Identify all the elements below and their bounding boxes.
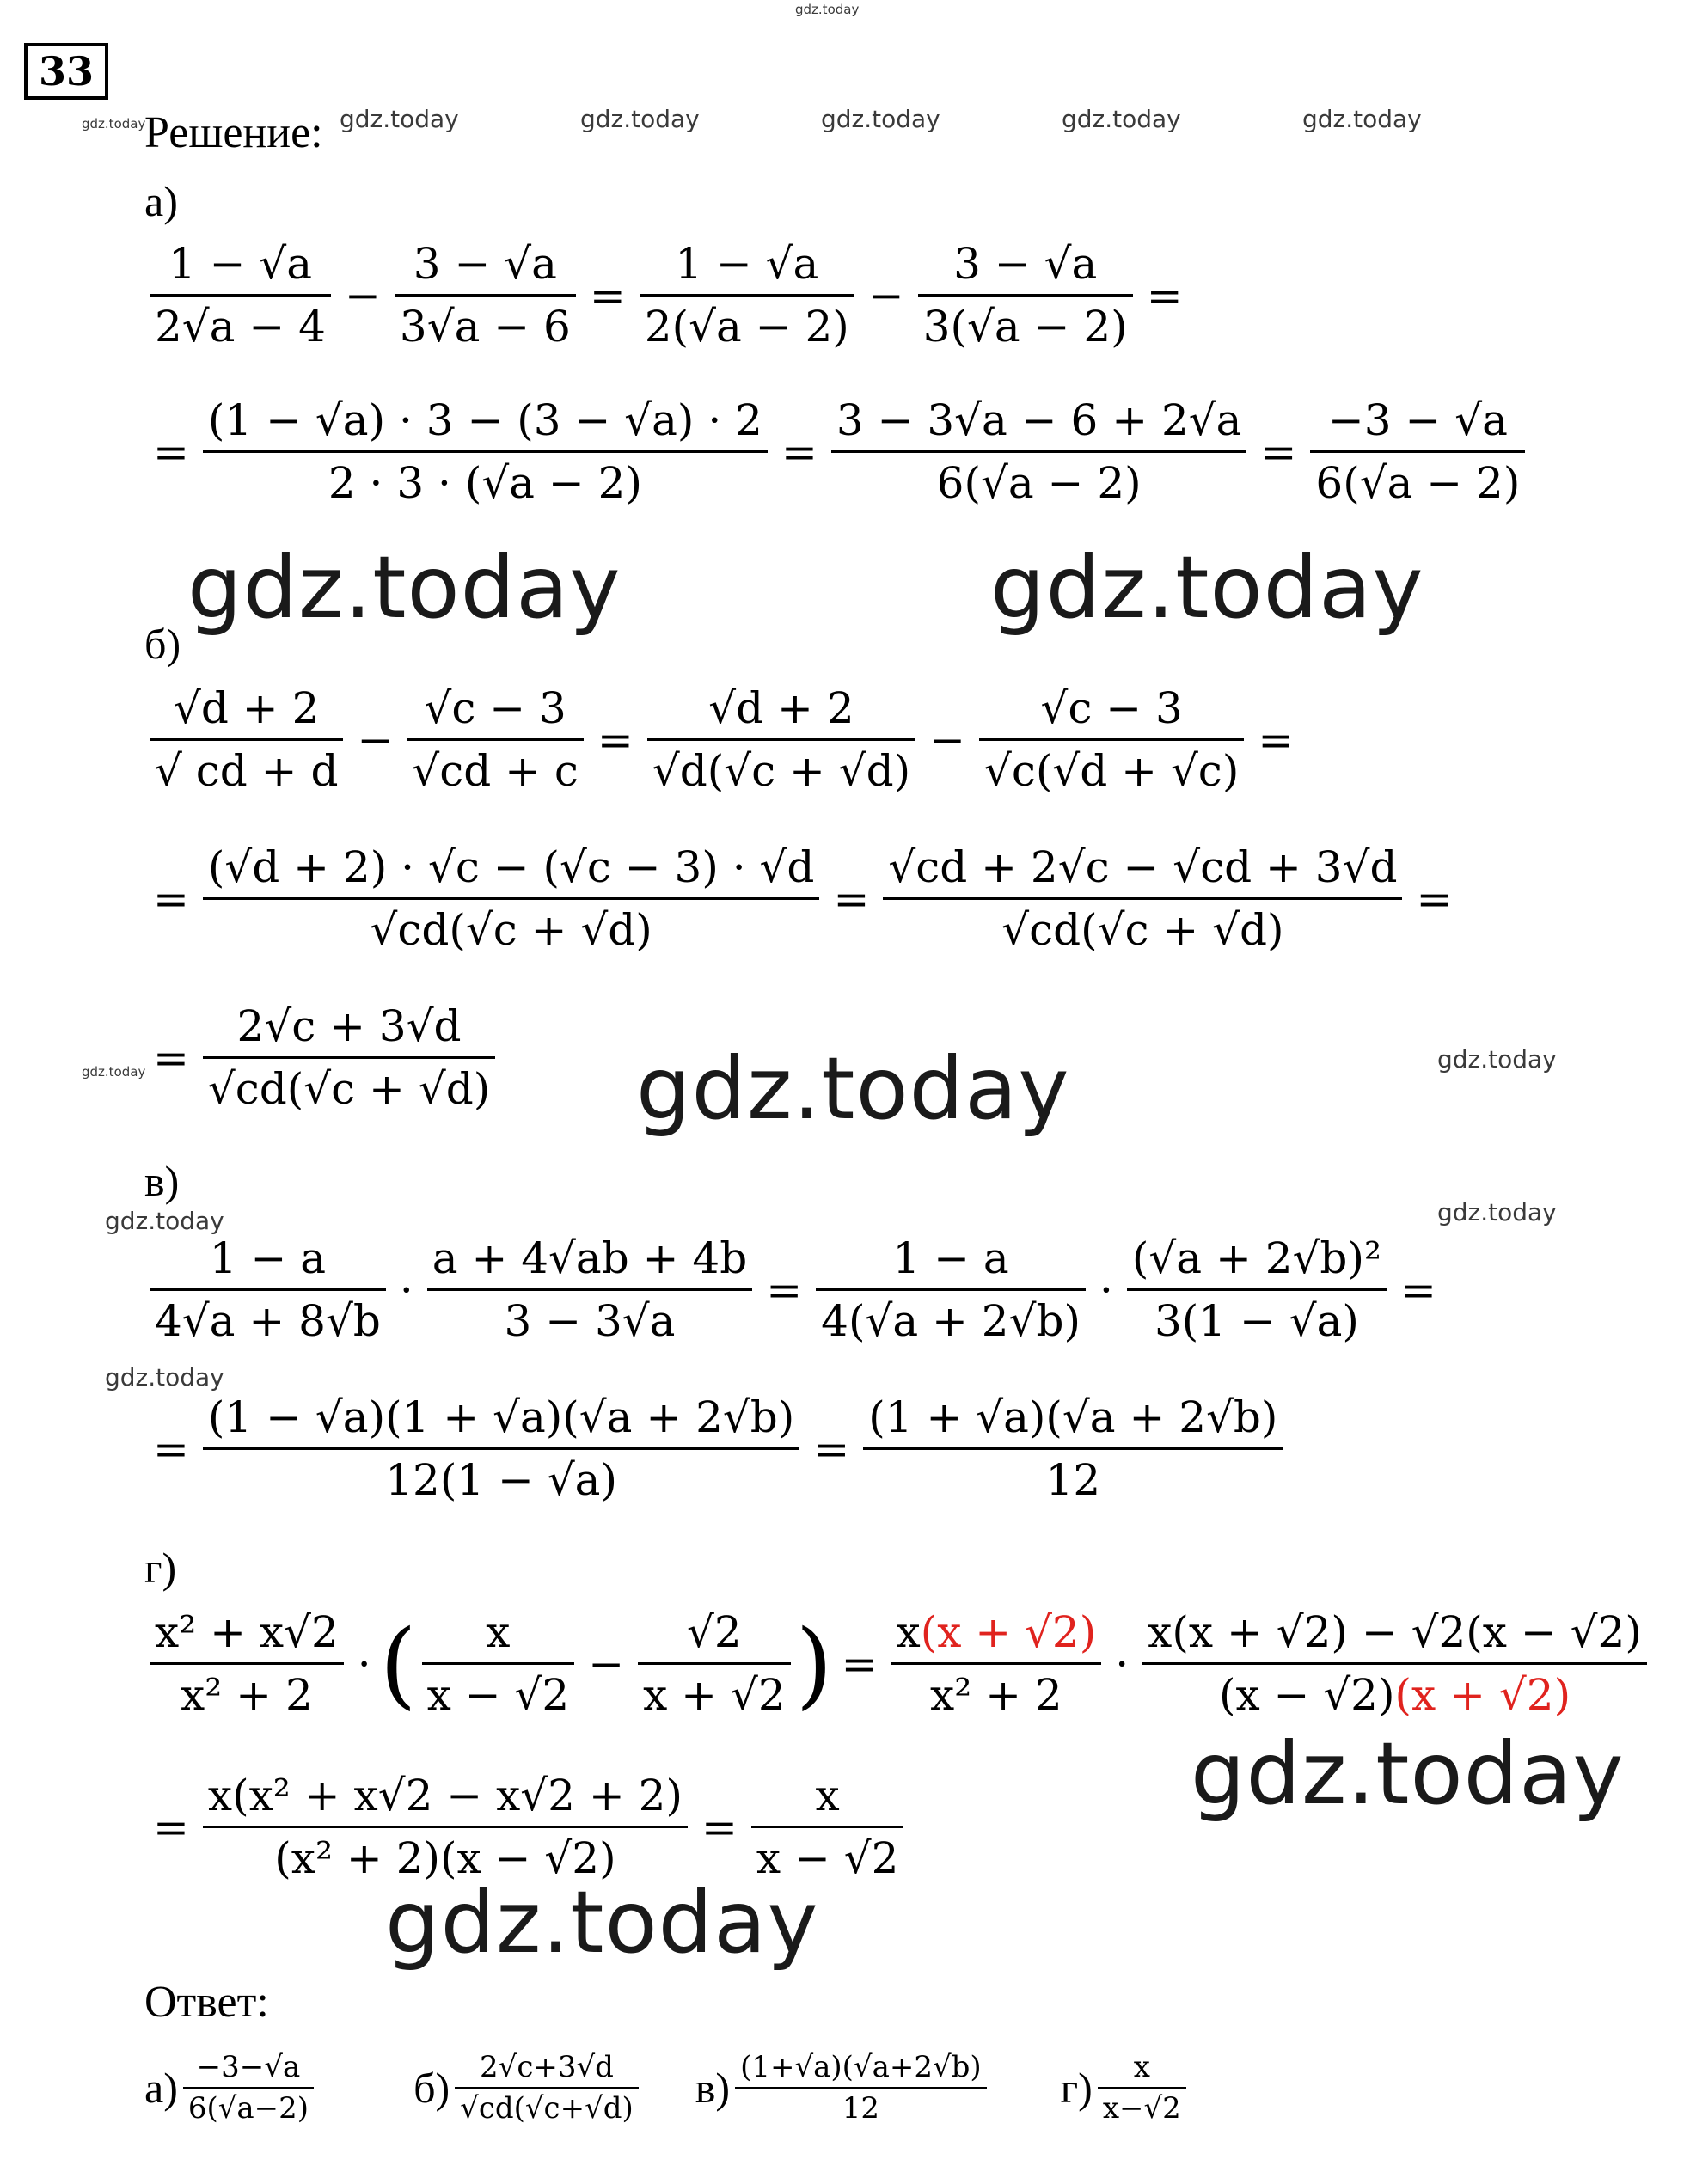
numerator: 2√c + 3√d <box>236 1001 462 1051</box>
fraction-bar <box>150 1662 344 1665</box>
watermark-right: gdz.today <box>1437 1045 1557 1074</box>
watermark-large: gdz.today <box>385 1872 819 1973</box>
fraction <box>203 842 820 955</box>
denominator: 6(√a−2) <box>187 2091 309 2126</box>
fraction <box>918 239 1133 352</box>
fraction-bar <box>640 294 854 297</box>
numerator: (√a + 2√b)² <box>1131 1233 1381 1283</box>
operator: = <box>833 873 870 924</box>
numerator: −3 − √a <box>1327 395 1508 445</box>
denominator: 12(1 − √a) <box>385 1455 618 1505</box>
watermark-row: gdz.today <box>580 105 700 133</box>
fraction <box>427 1233 752 1346</box>
operator: − <box>867 270 904 321</box>
numerator-part: x <box>896 1607 921 1657</box>
watermark-small: gdz.today <box>82 1064 146 1080</box>
problem-number: 33 <box>24 43 108 100</box>
fraction-bar <box>883 897 1402 900</box>
denominator: √ cd + d <box>155 746 339 796</box>
part-v-label: в) <box>144 1157 180 1205</box>
denominator <box>1214 1670 1576 1720</box>
denominator: 2√a − 4 <box>155 302 326 352</box>
part-b-line3 <box>144 1001 500 1114</box>
numerator: √cd + 2√c − √cd + 3√d <box>888 842 1398 892</box>
fraction <box>883 842 1402 955</box>
numerator: x² + x√2 <box>155 1607 339 1657</box>
fraction <box>203 395 768 508</box>
answer-fraction <box>183 2050 314 2126</box>
denominator: 6(√a − 2) <box>1315 458 1521 508</box>
operator: · <box>357 1638 371 1689</box>
watermark-row: gdz.today <box>1302 105 1422 133</box>
answer-row <box>144 2050 1191 2126</box>
numerator: 1 − √a <box>168 239 313 289</box>
denominator: 12 <box>1045 1455 1101 1505</box>
fraction <box>150 1607 344 1720</box>
numerator: √d + 2 <box>174 683 320 733</box>
fraction-bar <box>203 897 820 900</box>
fraction <box>203 1392 799 1505</box>
watermark-small: gdz.today <box>82 116 146 132</box>
watermark-row: gdz.today <box>821 105 940 133</box>
operator: · <box>1115 1638 1130 1689</box>
numerator: √c − 3 <box>1040 683 1183 733</box>
answer-label: г) <box>1060 2064 1093 2112</box>
watermark-right: gdz.today <box>1437 1198 1557 1227</box>
operator: = <box>1260 426 1297 477</box>
fraction-bar <box>918 294 1133 297</box>
answer-label: б) <box>413 2064 450 2112</box>
watermark-left: gdz.today <box>105 1363 224 1392</box>
fraction <box>831 395 1247 508</box>
fraction <box>638 1607 791 1720</box>
part-b-line1 <box>144 683 1302 796</box>
watermark-large: gdz.today <box>1191 1723 1625 1824</box>
fraction <box>1310 395 1525 508</box>
fraction <box>647 683 915 796</box>
fraction-bar <box>203 1447 799 1450</box>
fraction-bar <box>816 1288 1086 1291</box>
fraction-bar <box>427 1288 752 1291</box>
part-a-line1 <box>144 239 1191 352</box>
fraction <box>640 239 854 352</box>
numerator: 1 − a <box>209 1233 327 1283</box>
solution-heading: Решение: <box>144 108 323 157</box>
denominator: √d(√c + √d) <box>652 746 911 796</box>
fraction-bar <box>1098 2087 1186 2089</box>
numerator: 2√c+3√d <box>480 2050 614 2084</box>
part-v-line1 <box>144 1233 1445 1346</box>
fraction <box>863 1392 1283 1505</box>
watermark-large: gdz.today <box>990 537 1424 638</box>
numerator: −3−√a <box>196 2050 301 2084</box>
watermark-large: gdz.today <box>636 1038 1070 1139</box>
fraction-bar <box>1142 1662 1647 1665</box>
fraction <box>407 683 584 796</box>
operator: = <box>1416 873 1453 924</box>
fraction-bar <box>831 450 1247 453</box>
fraction <box>1127 1233 1387 1346</box>
operator: = <box>766 1264 803 1315</box>
fraction <box>395 239 576 352</box>
denominator: 3 − 3√a <box>504 1296 676 1346</box>
watermark-top: gdz.today <box>795 2 860 17</box>
fraction <box>422 1607 575 1720</box>
numerator: (1 + √a)(√a + 2√b) <box>868 1392 1278 1442</box>
part-g-label: г) <box>144 1544 177 1592</box>
fraction-bar <box>203 1826 688 1828</box>
numerator: 1 − √a <box>675 239 819 289</box>
numerator: x <box>815 1771 840 1820</box>
numerator: 3 − 3√a − 6 + 2√a <box>836 395 1242 445</box>
numerator: 3 − √a <box>953 239 1098 289</box>
operator: = <box>1146 270 1183 321</box>
denominator: 2(√a − 2) <box>644 302 849 352</box>
operator: = <box>153 1802 189 1852</box>
numerator: (1 − √a) · 3 − (3 − √a) · 2 <box>207 395 762 445</box>
fraction <box>751 1771 904 1883</box>
denominator-part: (x − √2) <box>1218 1670 1395 1720</box>
denominator: √c(√d + √c) <box>984 746 1240 796</box>
numerator <box>891 1607 1101 1657</box>
denominator: 4√a + 8√b <box>155 1296 381 1346</box>
denominator: x + √2 <box>643 1670 786 1720</box>
operator: = <box>1258 714 1295 765</box>
numerator: x(x² + x√2 − x√2 + 2) <box>207 1771 683 1820</box>
operator: − <box>588 1638 625 1689</box>
fraction <box>150 683 343 796</box>
fraction <box>1142 1607 1647 1720</box>
fraction-bar <box>203 1056 495 1059</box>
operator: = <box>597 714 634 765</box>
operator: = <box>841 1638 878 1689</box>
denominator: x² + 2 <box>930 1670 1062 1720</box>
numerator: √c − 3 <box>424 683 566 733</box>
denominator: √cd(√c + √d) <box>370 905 652 955</box>
part-a-line2 <box>144 395 1530 508</box>
denominator: 3(1 − √a) <box>1154 1296 1359 1346</box>
denominator: 2 · 3 · (√a − 2) <box>328 458 642 508</box>
operator: = <box>813 1423 850 1474</box>
fraction <box>150 239 331 352</box>
numerator: √2 <box>687 1607 742 1657</box>
fraction <box>203 1001 495 1114</box>
fraction-bar <box>150 294 331 297</box>
denominator: √cd(√c + √d) <box>207 1064 491 1114</box>
fraction-bar <box>407 738 584 741</box>
fraction-bar <box>638 1662 791 1665</box>
denominator: √cd(√c + √d) <box>1001 905 1284 955</box>
fraction <box>891 1607 1101 1720</box>
numerator: x <box>1133 2050 1150 2084</box>
fraction-bar <box>891 1662 1101 1665</box>
highlighted-factor: (x + √2) <box>920 1607 1097 1657</box>
fraction-bar <box>647 738 915 741</box>
fraction <box>979 683 1244 796</box>
numerator: (1+√a)(√a+2√b) <box>740 2050 982 2084</box>
answer-heading: Ответ: <box>144 1978 269 2027</box>
fraction-bar <box>751 1826 904 1828</box>
fraction <box>150 1233 386 1346</box>
fraction-bar <box>395 294 576 297</box>
right-paren: ) <box>795 1608 833 1719</box>
fraction-bar <box>1127 1288 1387 1291</box>
fraction-bar <box>150 1288 386 1291</box>
operator: = <box>781 426 818 477</box>
part-g-line1 <box>144 1607 1652 1720</box>
fraction-bar <box>183 2087 314 2089</box>
operator: − <box>929 714 966 765</box>
operator: = <box>153 1032 189 1083</box>
denominator: x − √2 <box>756 1833 899 1883</box>
watermark-large: gdz.today <box>187 537 622 638</box>
numerator: (1 − √a)(1 + √a)(√a + 2√b) <box>207 1392 795 1442</box>
fraction-bar <box>455 2087 639 2089</box>
operator: · <box>1099 1264 1113 1315</box>
operator: − <box>357 714 394 765</box>
left-paren: ( <box>379 1608 417 1719</box>
part-g-line2 <box>144 1771 909 1883</box>
watermark-row: gdz.today <box>1062 105 1181 133</box>
part-b-label: б) <box>144 620 181 668</box>
part-a-label: а) <box>144 177 178 225</box>
denominator: x² + 2 <box>181 1670 313 1720</box>
numerator: √d + 2 <box>708 683 854 733</box>
part-v-line2 <box>144 1392 1288 1505</box>
fraction-bar <box>1310 450 1525 453</box>
part-b-line2 <box>144 842 1460 955</box>
fraction <box>816 1233 1086 1346</box>
numerator: a + 4√ab + 4b <box>432 1233 748 1283</box>
watermark-left: gdz.today <box>105 1207 224 1235</box>
denominator: 3(√a − 2) <box>922 302 1128 352</box>
denominator: √cd(√c+√d) <box>460 2091 634 2126</box>
numerator: x <box>486 1607 511 1657</box>
watermark-row: gdz.today <box>340 105 459 133</box>
denominator: 6(√a − 2) <box>936 458 1142 508</box>
denominator: x−√2 <box>1102 2091 1181 2126</box>
fraction-bar <box>735 2087 987 2089</box>
operator: = <box>153 426 189 477</box>
operator: · <box>399 1264 413 1315</box>
highlighted-factor: (x + √2) <box>1394 1670 1571 1720</box>
answer-fraction <box>455 2050 639 2126</box>
numerator: 1 − a <box>892 1233 1009 1283</box>
denominator: 12 <box>842 2091 879 2126</box>
fraction-bar <box>863 1447 1283 1450</box>
fraction-bar <box>979 738 1244 741</box>
denominator: x − √2 <box>426 1670 570 1720</box>
fraction-bar <box>422 1662 575 1665</box>
fraction <box>203 1771 688 1883</box>
numerator: x(x + √2) − √2(x − √2) <box>1148 1607 1642 1657</box>
answer-label: в) <box>695 2064 731 2112</box>
denominator: (x² + 2)(x − √2) <box>274 1833 616 1883</box>
answer-fraction <box>735 2050 987 2126</box>
numerator: 3 − √a <box>413 239 557 289</box>
operator: − <box>344 270 381 321</box>
operator: = <box>153 873 189 924</box>
denominator: 3√a − 6 <box>399 302 571 352</box>
operator: = <box>589 270 626 321</box>
fraction-bar <box>203 450 768 453</box>
operator: = <box>701 1802 738 1852</box>
fraction-bar <box>150 738 343 741</box>
answer-fraction <box>1098 2050 1186 2126</box>
answer-label: а) <box>144 2064 178 2112</box>
numerator: (√d + 2) · √c − (√c − 3) · √d <box>207 842 815 892</box>
denominator: √cd + c <box>412 746 579 796</box>
denominator: 4(√a + 2√b) <box>821 1296 1081 1346</box>
operator: = <box>153 1423 189 1474</box>
operator: = <box>1400 1264 1436 1315</box>
